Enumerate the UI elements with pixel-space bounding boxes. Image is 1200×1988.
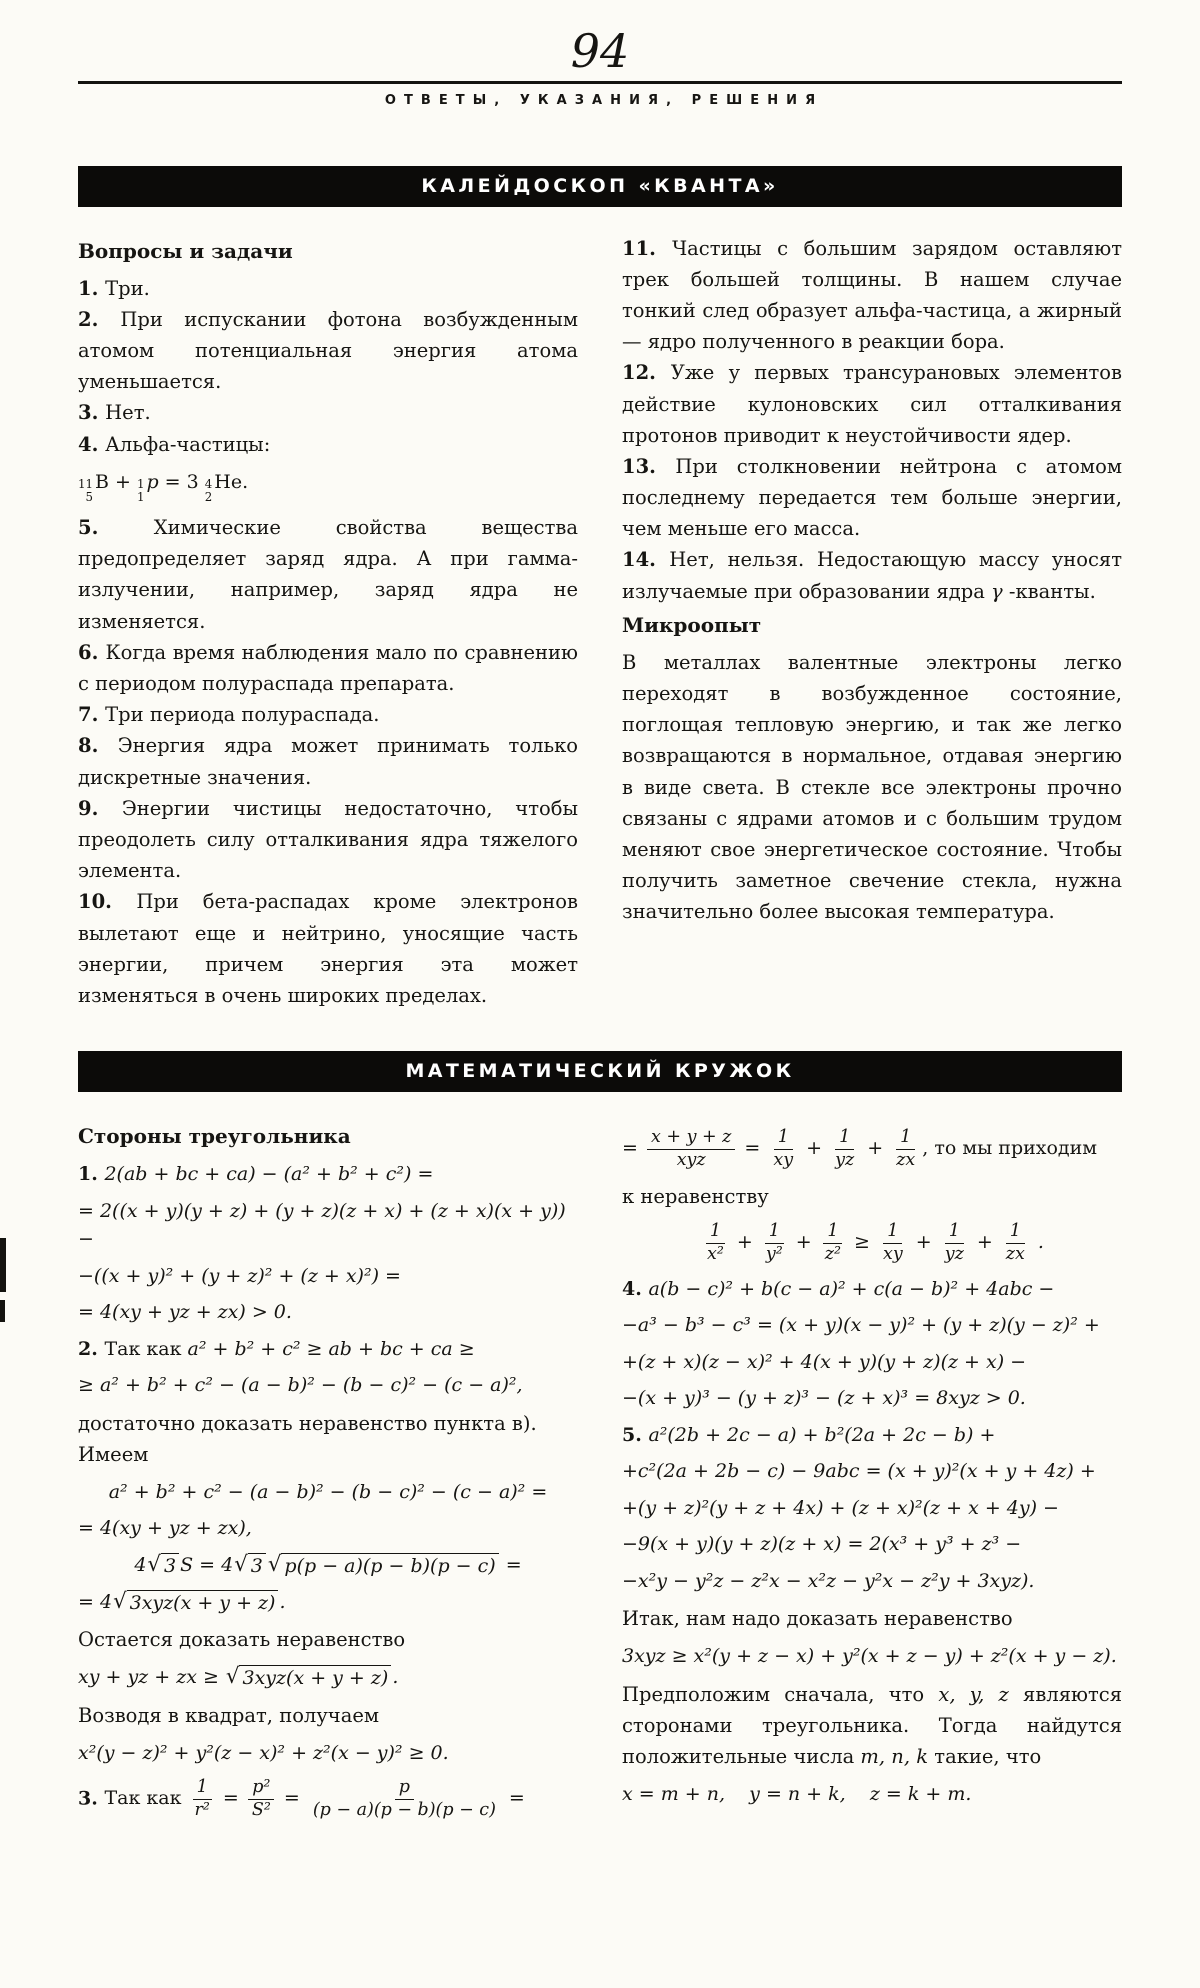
text-block xyxy=(78,468,578,504)
block-text xyxy=(78,1443,148,1466)
item-number: 3. xyxy=(78,401,106,425)
text-block xyxy=(622,1275,1122,1304)
fraction-denominator: yz xyxy=(835,1149,855,1170)
block-text xyxy=(78,641,578,695)
block-text xyxy=(622,1607,1013,1630)
text-run: Предположим сначала, что xyxy=(622,1682,939,1706)
fraction-denominator: xy xyxy=(882,1243,903,1264)
block-text xyxy=(622,237,1122,354)
block-text xyxy=(622,1185,769,1208)
item-number: 4. xyxy=(622,1277,649,1300)
answers-right-column xyxy=(622,233,1122,1012)
nuclide-stack xyxy=(205,478,213,504)
math-run: = 4(xy + yz + zx), xyxy=(78,1517,252,1540)
text-block xyxy=(622,1679,1122,1773)
fraction-numerator: 1 xyxy=(823,1221,842,1244)
section-banner-math-circle: МАТЕМАТИЧЕСКИЙ КРУЖОК xyxy=(78,1051,1122,1092)
text-block xyxy=(622,1311,1122,1340)
text-block xyxy=(622,1780,1122,1809)
atomic-number: 1 xyxy=(136,489,145,504)
math-circle-columns xyxy=(78,1118,1122,1830)
block-text xyxy=(622,651,1122,924)
fraction-numerator: p xyxy=(395,1777,414,1800)
math-run: = xyxy=(499,1553,522,1576)
block-text xyxy=(78,1517,252,1539)
fraction-numerator: 1 xyxy=(765,1221,784,1244)
block-text xyxy=(134,1551,522,1577)
math-run: = xyxy=(277,1787,306,1810)
math-run: a² + b² + c² ≥ ab + bc + ca ≥ xyxy=(187,1337,475,1360)
text-block xyxy=(78,1551,578,1580)
block-text xyxy=(648,1278,1054,1300)
radical xyxy=(147,1553,179,1580)
block-text xyxy=(622,1460,1096,1482)
math-run: +(z + x)(z − x)² + 4(x + y)(y + z)(z + x) − xyxy=(622,1350,1027,1373)
fraction xyxy=(892,1127,919,1172)
fraction-denominator: yz xyxy=(944,1243,964,1264)
radicand: 3xyz(x + y + z) xyxy=(127,1590,279,1617)
math-run: + xyxy=(909,1231,938,1254)
text-block xyxy=(78,512,578,637)
math-run: xy + yz + zx ≥ xyxy=(78,1666,225,1689)
math-run: −((x + y)² + (y + z)² + (z + x)²) = xyxy=(78,1264,401,1287)
fraction-denominator: r² xyxy=(194,1799,210,1820)
fraction-denominator: z² xyxy=(824,1243,841,1264)
block-text xyxy=(105,401,151,424)
radical-sign-icon: √ xyxy=(234,1551,248,1577)
text-block xyxy=(78,1262,578,1291)
block-text xyxy=(700,1220,1044,1264)
text-block xyxy=(78,1371,578,1400)
text-run: B + xyxy=(94,470,137,493)
text-run: , то мы приходим xyxy=(922,1137,1098,1160)
text-run: Стороны треугольника xyxy=(78,1124,351,1149)
text-block xyxy=(78,1514,578,1543)
text-block xyxy=(78,730,578,792)
fraction-numerator: 1 xyxy=(896,1127,915,1150)
text-block xyxy=(622,1567,1122,1596)
text-run: Итак, нам надо доказать неравенство xyxy=(622,1607,1013,1631)
item-number: 9. xyxy=(78,796,122,820)
text-block xyxy=(78,1700,578,1731)
text-block xyxy=(78,1120,578,1152)
text-block xyxy=(622,1421,1122,1450)
block-text xyxy=(622,1533,1021,1555)
math-run: S xyxy=(180,1553,194,1576)
text-block xyxy=(78,304,578,398)
text-run: В металлах валентные электроны легко переходят в возбужденное состояние, поглощая тепловую энергию, и так же легко возвращаются в нормальное, отдавая энергию в виде света. В стекле все электроны прочно связаны с ядрами атомов и с большим трудом меняют свое энергетическое состояние. Чтобы получить заметное свечение стекла, нужна значительно более высокая температура. xyxy=(622,650,1122,924)
fraction xyxy=(703,1221,728,1266)
math-run: −(x + y)³ − (y + z)³ − (z + x)³ = 8xyz > 0. xyxy=(622,1387,1026,1410)
block-text xyxy=(78,797,578,882)
text-run: Химические свойства вещества предопределяет заряд ядра. А при гамма-излучении, например, заряд ядра не изменяется. xyxy=(78,516,578,633)
text-run: При бета-распадах кроме электронов вылетают еще и нейтрино, уносящие часть энергии, причем энергия эта может изменяться в очень широких пределах. xyxy=(78,890,578,1007)
item-number: 5. xyxy=(622,1423,649,1446)
radical-sign-icon: √ xyxy=(113,1588,127,1614)
fraction-denominator: xy xyxy=(773,1149,794,1170)
math-right-column xyxy=(622,1118,1122,1830)
atomic-number: 2 xyxy=(204,489,213,504)
block-text xyxy=(104,1163,433,1185)
math-run: m, n, k xyxy=(860,1745,929,1769)
text-run: Частицы с большим зарядом оставляют трек большей толщины. В нашем случае тонкий след образует альфа-частица, а жирный — ядро полученного в реакции бора. xyxy=(622,236,1122,354)
text-run: Возводя в квадрат, получаем xyxy=(78,1704,380,1728)
text-block xyxy=(622,1220,1122,1267)
item-number: 4. xyxy=(78,432,106,456)
fraction xyxy=(309,1777,500,1822)
fraction-denominator: xyz xyxy=(676,1149,706,1170)
radicand: 3 xyxy=(161,1553,179,1580)
math-run: 3xyz ≥ x²(y + z − x) + y²(x + z − y) + z²(x + y − z). xyxy=(622,1645,1117,1668)
text-block xyxy=(622,1348,1122,1377)
item-number: 8. xyxy=(78,734,118,758)
math-run: = 2((x + y)(y + z) + (y + z)(z + x) + (z + x)(x + y)) − xyxy=(78,1199,566,1251)
fraction xyxy=(831,1127,858,1172)
text-block xyxy=(78,429,578,460)
fraction-numerator: 1 xyxy=(883,1221,902,1244)
block-text xyxy=(109,1481,548,1503)
fraction xyxy=(941,1221,968,1266)
nuclide-scripts xyxy=(137,478,146,504)
math-run: + xyxy=(800,1137,829,1160)
math-run: a² + b² + c² − (a − b)² − (b − c)² − (c − a)² = xyxy=(108,1480,548,1503)
math-run: −9(x + y)(y + z)(z + x) = 2(x³ + y³ + z³ − xyxy=(622,1533,1022,1556)
fraction xyxy=(248,1777,275,1822)
section-math-circle xyxy=(78,1051,1122,1830)
text-block xyxy=(78,273,578,304)
block-text xyxy=(622,1497,1059,1519)
item-number: 14. xyxy=(622,548,670,572)
block-text xyxy=(104,1776,525,1820)
fraction-numerator: p² xyxy=(248,1777,274,1800)
fraction xyxy=(821,1221,845,1266)
math-run: = xyxy=(216,1787,245,1810)
text-run: Три. xyxy=(105,276,150,300)
text-block xyxy=(78,1739,578,1768)
fraction-numerator: 1 xyxy=(774,1127,793,1150)
running-head: ОТВЕТЫ, УКАЗАНИЯ, РЕШЕНИЯ xyxy=(384,92,824,108)
text-run: Уже у первых трансурановых элементов действие кулоновских сил отталкивания протонов приводит к неустойчивости ядер. xyxy=(622,361,1122,447)
item-number: 10. xyxy=(78,890,137,914)
text-block xyxy=(622,544,1122,606)
block-text xyxy=(78,1628,405,1651)
math-run: = xyxy=(622,1137,644,1160)
text-run: Так как xyxy=(104,1337,188,1360)
text-run: Микроопыт xyxy=(622,612,762,637)
math-run: γ xyxy=(991,579,1003,603)
math-run: = xyxy=(502,1787,525,1810)
header-rule xyxy=(78,81,1122,84)
text-block xyxy=(622,647,1122,928)
block-text xyxy=(622,1314,1100,1336)
fraction xyxy=(191,1777,214,1822)
math-run: x²(y − z)² + y²(z − x)² + z²(x − y)² ≥ 0. xyxy=(78,1742,449,1765)
text-run: Когда время наблюдения мало по сравнению с периодом полураспада препарата. xyxy=(78,640,578,696)
text-block xyxy=(78,1478,578,1507)
answers-left-column xyxy=(78,233,578,1012)
mass-number: 11 xyxy=(78,476,93,491)
block-text xyxy=(78,1374,523,1396)
block-text xyxy=(105,703,379,726)
math-run: + xyxy=(970,1231,999,1254)
block-text xyxy=(78,1666,398,1688)
radical-sign-icon: √ xyxy=(267,1551,282,1577)
text-block xyxy=(622,1181,1122,1212)
math-run: + xyxy=(789,1231,818,1254)
text-block xyxy=(78,886,578,1011)
block-text xyxy=(622,455,1122,540)
atomic-number: 5 xyxy=(85,489,93,504)
text-block xyxy=(622,609,1122,641)
text-block xyxy=(622,357,1122,451)
text-run: Нет, нельзя. Недостающую массу уносят излучаемые при образовании ядра xyxy=(622,548,1123,603)
item-number: 2. xyxy=(78,307,121,331)
text-block xyxy=(78,235,578,267)
radicand: p(p − a)(p − b)(p − c) xyxy=(281,1553,498,1580)
text-run: Три периода полураспада. xyxy=(105,703,380,727)
text-block xyxy=(622,1126,1122,1173)
block-text xyxy=(78,734,578,788)
fraction-numerator: 1 xyxy=(945,1221,964,1244)
fraction xyxy=(1002,1221,1029,1266)
fraction-denominator: x² xyxy=(707,1243,724,1264)
item-number: 12. xyxy=(622,361,671,385)
text-run: такие, что xyxy=(928,1745,1042,1769)
item-number: 1. xyxy=(78,1163,105,1186)
block-text xyxy=(78,239,293,263)
text-block xyxy=(78,1160,578,1189)
radical xyxy=(268,1553,499,1580)
text-block xyxy=(78,1624,578,1655)
text-block xyxy=(78,637,578,699)
text-run: Вопросы и задачи xyxy=(78,238,293,263)
text-block xyxy=(622,1603,1122,1634)
radical xyxy=(113,1590,278,1617)
block-text xyxy=(78,1265,401,1287)
block-text xyxy=(622,361,1122,446)
text-run: Нет. xyxy=(105,401,151,425)
page-number: 94 xyxy=(570,24,630,78)
text-run: При столкновении нейтрона с атомом последнему передается тем больше энергии, чем меньше его масса. xyxy=(622,454,1122,541)
math-run: x, y, z xyxy=(938,1682,1009,1706)
fraction xyxy=(647,1127,735,1172)
math-run: . xyxy=(279,1590,286,1613)
radical xyxy=(226,1665,391,1692)
math-run: 2(ab + bc + ca) − (a² + b² + c²) = xyxy=(104,1163,434,1186)
block-text xyxy=(78,1301,292,1323)
block-text xyxy=(78,1412,537,1435)
text-block xyxy=(78,1663,578,1692)
text-block xyxy=(78,1776,578,1823)
math-run: + xyxy=(730,1231,759,1254)
text-run: Имеем xyxy=(78,1442,149,1466)
text-run: Энергии чистицы недостаточно, чтобы преодолеть силу отталкивания ядра тяжелого элемента. xyxy=(78,796,578,883)
math-run: . xyxy=(392,1666,399,1689)
block-text xyxy=(622,1570,1034,1592)
block-text xyxy=(622,1127,1098,1170)
item-number: 7. xyxy=(78,703,106,727)
text-run: Альфа-частицы: xyxy=(105,432,271,456)
fraction-numerator: x + y + z xyxy=(647,1127,735,1150)
text-run: достаточно доказать неравенство пункта в). xyxy=(78,1411,537,1435)
radicand: 3xyz(x + y + z) xyxy=(239,1665,391,1692)
math-run: +c²(2a + 2b − c) − 9abc = (x + y)²(x + y + 4z) + xyxy=(622,1460,1096,1483)
radical-sign-icon: √ xyxy=(147,1551,161,1577)
text-block xyxy=(622,1384,1122,1413)
math-run: = 4(xy + yz + zx) > 0. xyxy=(78,1301,292,1324)
block-text xyxy=(78,1124,351,1148)
item-number: 5. xyxy=(78,516,154,540)
block-text xyxy=(622,548,1122,602)
block-text xyxy=(105,277,150,300)
scan-artifact-mark xyxy=(0,1238,6,1292)
item-number: 2. xyxy=(78,1337,105,1360)
text-run: Энергия ядра может принимать только дискретные значения. xyxy=(78,734,579,789)
math-run: a²(2b + 2c − a) + b²(2a + 2c − b) + xyxy=(648,1423,996,1446)
block-text xyxy=(78,1704,379,1727)
text-run: Так как xyxy=(104,1787,188,1810)
text-block xyxy=(622,1457,1122,1486)
section-banner-kaleidoscope: КАЛЕЙДОСКОП «КВАНТА» xyxy=(78,166,1122,207)
math-run: ≥ a² + b² + c² − (a − b)² − (b − c)² − (c − a)², xyxy=(78,1374,523,1397)
text-block xyxy=(622,1494,1122,1523)
math-run: = xyxy=(738,1137,767,1160)
fraction-numerator: 1 xyxy=(706,1221,725,1244)
item-number: 1. xyxy=(78,276,106,300)
fraction-denominator: (p − a)(p − b)(p − c) xyxy=(312,1799,496,1820)
radical xyxy=(234,1553,266,1580)
text-block xyxy=(78,793,578,887)
math-run: + xyxy=(861,1137,890,1160)
math-run: = 4 xyxy=(78,1590,113,1613)
block-text xyxy=(78,470,249,504)
math-left-column xyxy=(78,1118,578,1830)
text-run: к неравенству xyxy=(622,1184,769,1208)
fraction-numerator: 1 xyxy=(1006,1221,1025,1244)
fraction-numerator: 1 xyxy=(835,1127,854,1150)
block-text xyxy=(78,1742,449,1764)
radicand: 3 xyxy=(248,1553,266,1580)
item-number: 6. xyxy=(78,640,106,664)
fraction-denominator: y² xyxy=(765,1243,783,1264)
nuclide-scripts xyxy=(205,478,214,504)
mass-number: 1 xyxy=(136,476,145,491)
math-run: . xyxy=(1031,1231,1044,1254)
text-block xyxy=(78,397,578,428)
block-text xyxy=(78,1200,566,1251)
block-text xyxy=(78,1588,286,1614)
block-text xyxy=(622,613,761,637)
text-run: При испускании фотона возбужденным атомом потенциальная энергия атома уменьшается. xyxy=(78,307,578,394)
fraction xyxy=(762,1221,787,1266)
nuclide-stack xyxy=(78,478,93,504)
text-block xyxy=(78,1298,578,1327)
math-run: p xyxy=(146,470,159,493)
scan-artifact-mark xyxy=(0,1300,5,1322)
text-run: являются сторонами треугольника. Тогда найдутся положительные числа xyxy=(622,1682,1123,1769)
section-kaleidoscope xyxy=(78,166,1122,1012)
text-block xyxy=(78,1335,578,1364)
nuclide-scripts xyxy=(78,478,94,504)
text-block xyxy=(622,451,1122,545)
fraction xyxy=(769,1127,797,1172)
text-block xyxy=(78,1408,578,1439)
block-text xyxy=(104,1338,474,1360)
fraction-numerator: 1 xyxy=(193,1777,212,1800)
nuclide-stack xyxy=(137,478,145,504)
text-block xyxy=(622,1642,1122,1671)
text-run: = 3 xyxy=(158,470,205,493)
text-run: Остается доказать неравенство xyxy=(78,1628,406,1652)
block-text xyxy=(78,890,578,1007)
math-run: +(y + z)²(y + z + 4x) + (z + x)²(z + x + 4y) − xyxy=(622,1496,1059,1519)
mass-number: 4 xyxy=(204,476,213,491)
text-block xyxy=(78,1588,578,1617)
fraction-denominator: zx xyxy=(896,1149,916,1170)
block-text xyxy=(78,516,578,633)
math-run: a(b − c)² + b(c − a)² + c(a − b)² + 4abc − xyxy=(648,1277,1055,1300)
math-run: −a³ − b³ − c³ = (x + y)(x − y)² + (y + z)(y − z)² + xyxy=(622,1314,1100,1337)
fraction-denominator: zx xyxy=(1005,1243,1025,1264)
math-run: = 4 xyxy=(193,1553,234,1576)
item-number: 11. xyxy=(622,236,673,260)
fraction xyxy=(879,1221,907,1266)
text-block xyxy=(78,699,578,730)
text-run: -кванты. xyxy=(1002,579,1096,603)
block-text xyxy=(622,1683,1122,1768)
text-block xyxy=(78,1439,578,1470)
block-text xyxy=(622,1351,1026,1373)
block-text xyxy=(622,1645,1117,1667)
kaleidoscope-columns xyxy=(78,233,1122,1012)
block-text xyxy=(648,1424,995,1446)
text-block xyxy=(622,233,1122,358)
math-run: 4 xyxy=(134,1553,147,1576)
text-run: He. xyxy=(214,470,249,493)
radical-sign-icon: √ xyxy=(225,1664,240,1690)
math-run: ≥ xyxy=(847,1231,876,1254)
block-text xyxy=(622,1783,971,1805)
item-number: 3. xyxy=(78,1787,105,1810)
text-block xyxy=(78,1197,578,1254)
fraction-denominator: S² xyxy=(251,1799,271,1820)
block-text xyxy=(105,433,270,456)
block-text xyxy=(622,1387,1026,1409)
block-text xyxy=(78,308,578,393)
text-block xyxy=(622,1530,1122,1559)
math-run: x = m + n, y = n + k, z = k + m. xyxy=(622,1783,972,1806)
item-number: 13. xyxy=(622,454,676,478)
math-run: −x²y − y²z − z²x − x²z − y²x − z²y + 3xyz). xyxy=(622,1569,1035,1592)
